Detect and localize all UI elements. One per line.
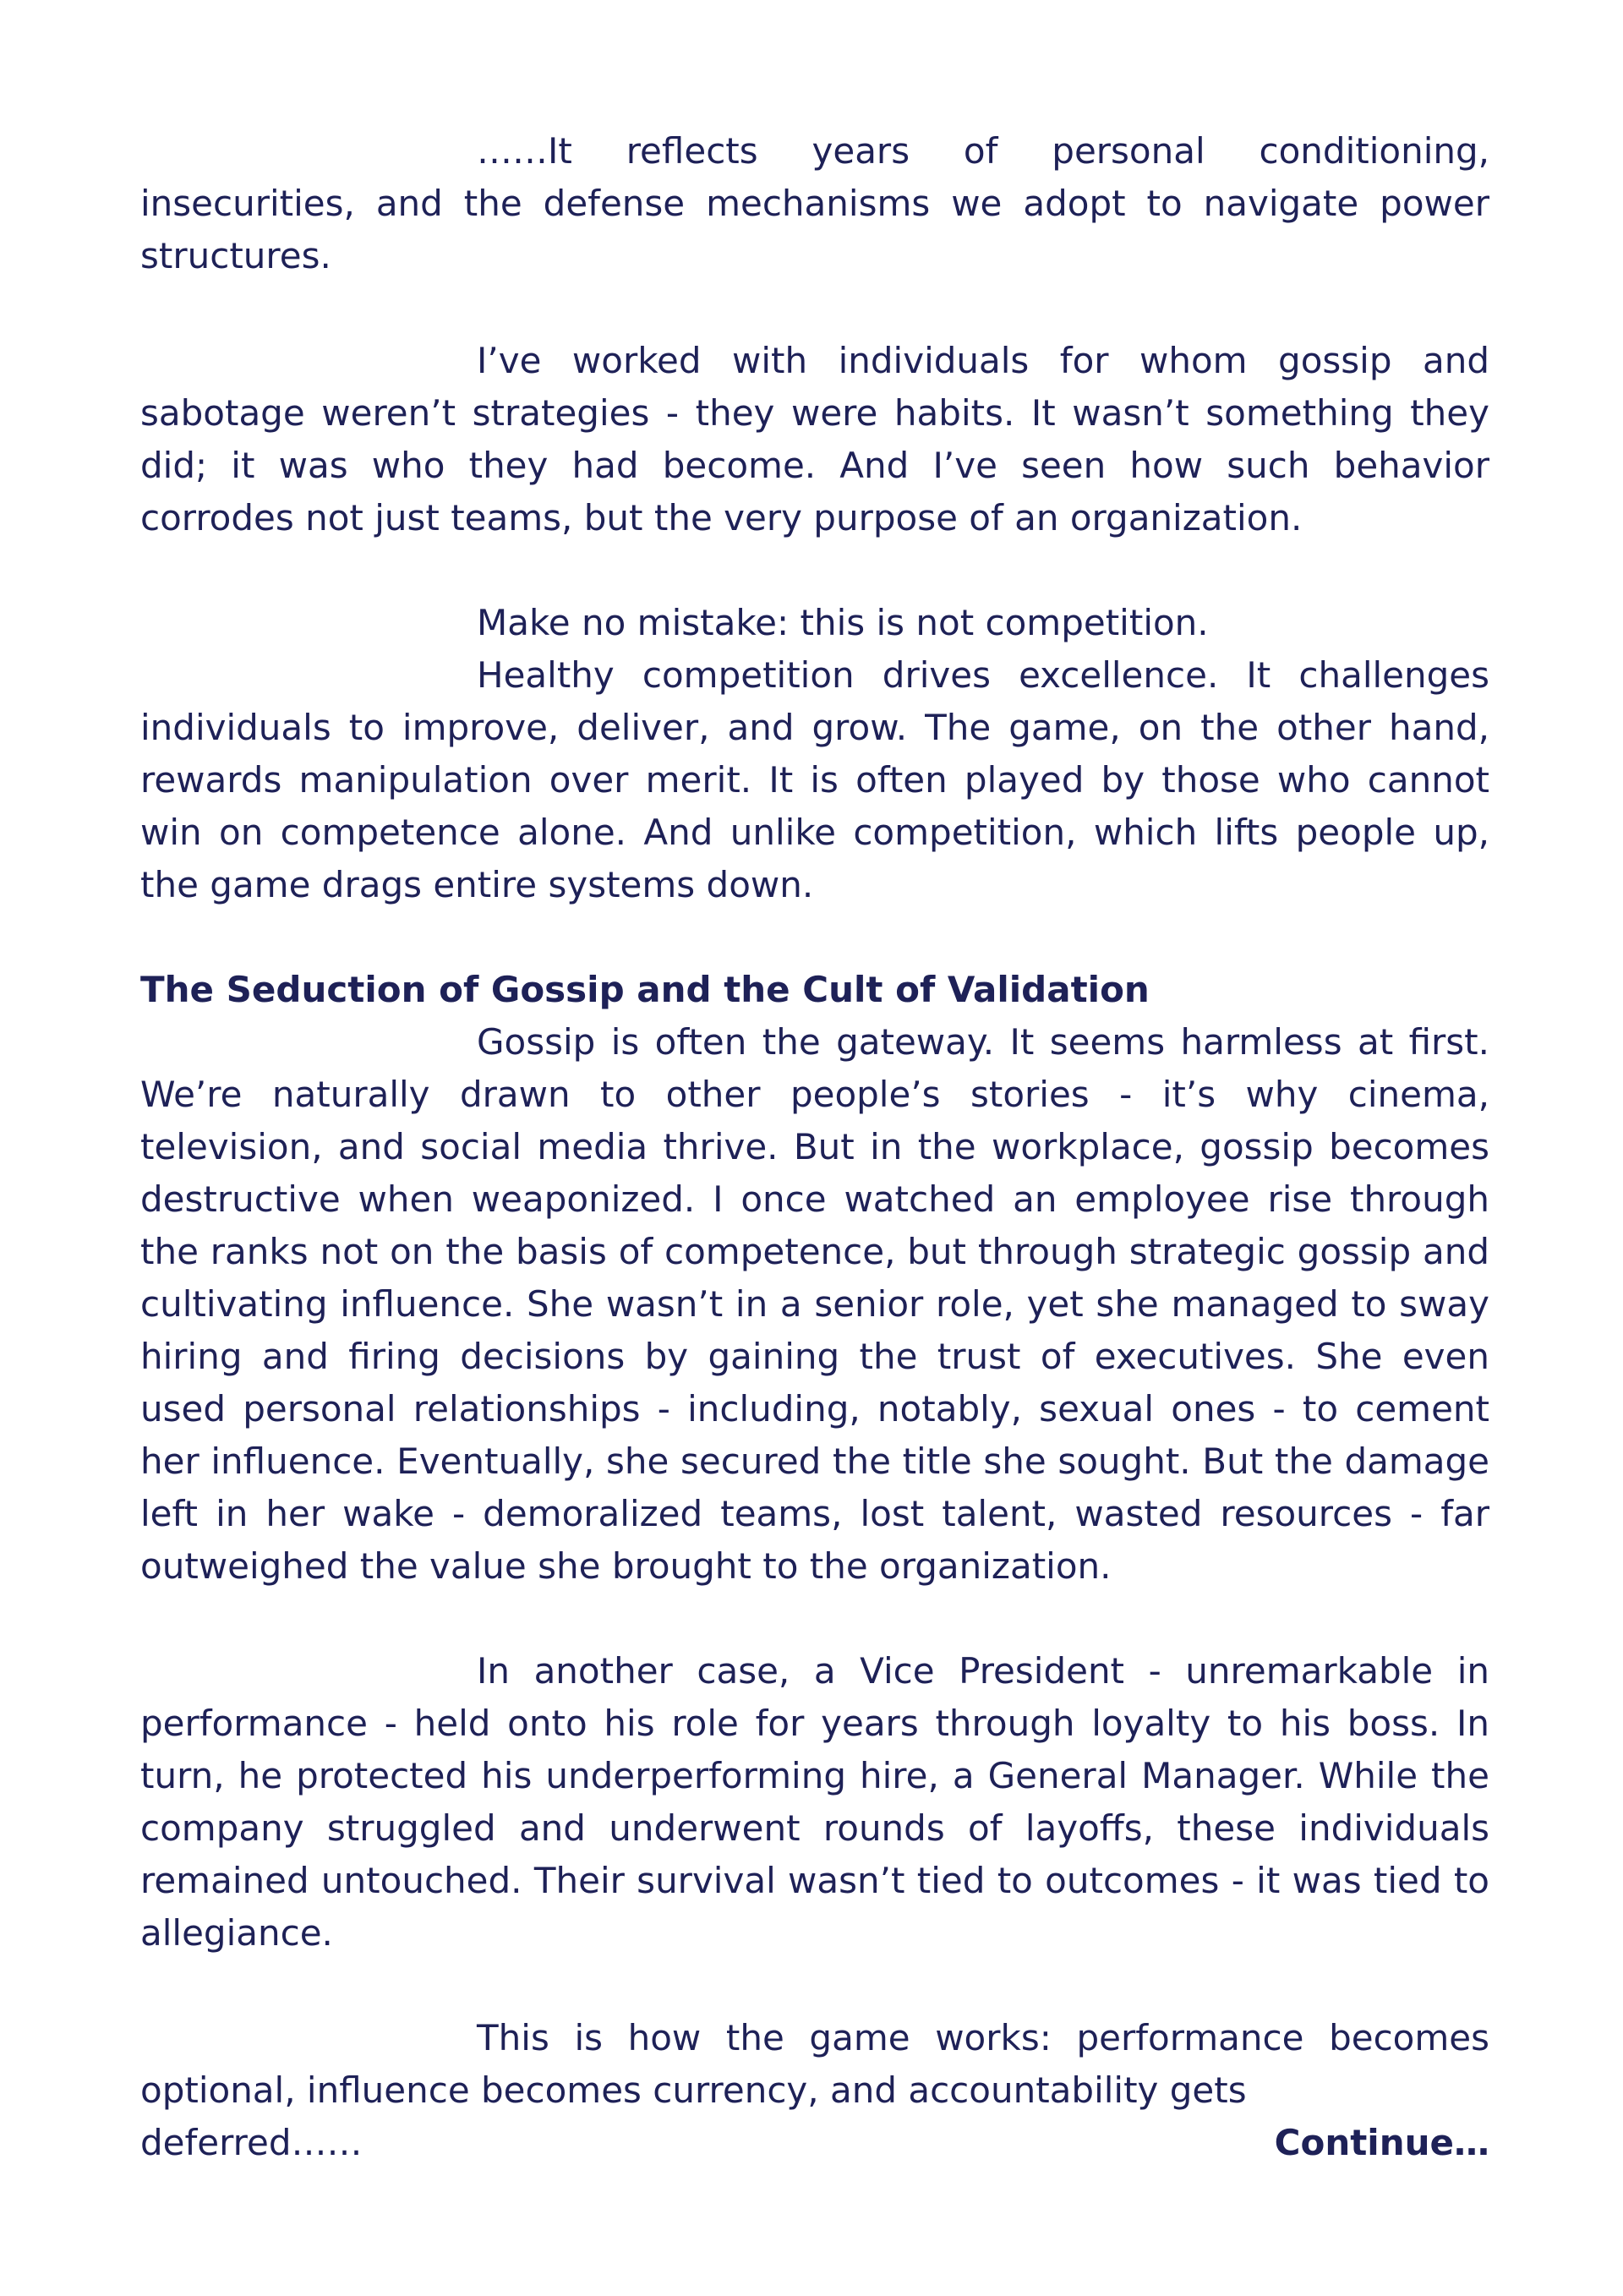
paragraph-conditioning: ……It reflects years of personal conditioning, insecurities, and the defense mechanisms we adopt to navigate power structures.	[140, 130, 1489, 276]
section-heading: The Seduction of Gossip and the Cult of Validation	[140, 969, 1150, 1010]
paragraph-game-works: This is how the game works: performance becomes optional, influence becomes currency, and accountability gets	[140, 2017, 1489, 2111]
paragraph-healthy-competition: Healthy competition drives excellence. It challenges individuals to improve, deliver, and grow. The game, on the other hand, rewards manipulation over merit. It is often played by those who cannot win on competence alone. And unlike competition, which lifts people up, the game drags entire systems down.	[140, 654, 1489, 905]
final-line	[140, 2117, 1489, 2169]
paragraph-no-mistake: Make no mistake: this is not competition.	[477, 602, 1209, 643]
continue-link[interactable]: Continue…	[1274, 2122, 1489, 2163]
paragraph-habits: I’ve worked with individuals for whom gossip and sabotage weren’t strategies - they were habits. It wasn’t something they did; it was who they had become. And I’ve seen how such behavior corrodes not just teams, but the very purpose of an organization.	[140, 340, 1489, 538]
paragraph-gossip-gateway: Gossip is often the gateway. It seems harmless at first. We’re naturally drawn to other people’s stories - it’s why cinema, television, and social media thrive. But in the workplace, gossip becomes destructive when weaponized. I once watched an employee rise through the ranks not on the basis of competence, but through strategic gossip and cultivating influence. She wasn’t in a senior role, yet she managed to sway hiring and firing decisions by gaining the trust of executives. She even used personal relationships - including, notably, sexual ones - to cement her influence. Eventually, she secured the title she sought. But the damage left in her wake - demoralized teams, lost talent, wasted resources - far outweighed the value she brought to the organization.	[140, 1021, 1489, 1587]
paragraph-vice-president: In another case, a Vice President - unremarkable in performance - held onto his role for years through loyalty to his boss. In turn, he protected his underperforming hire, a General Manager. While the company struggled and underwent rounds of layoffs, these individuals remained untouched. Their survival wasn’t tied to outcomes - it was tied to allegiance.	[140, 1650, 1489, 1954]
document-page	[140, 125, 1489, 2169]
paragraph-game-works-end: deferred……	[140, 2122, 363, 2163]
